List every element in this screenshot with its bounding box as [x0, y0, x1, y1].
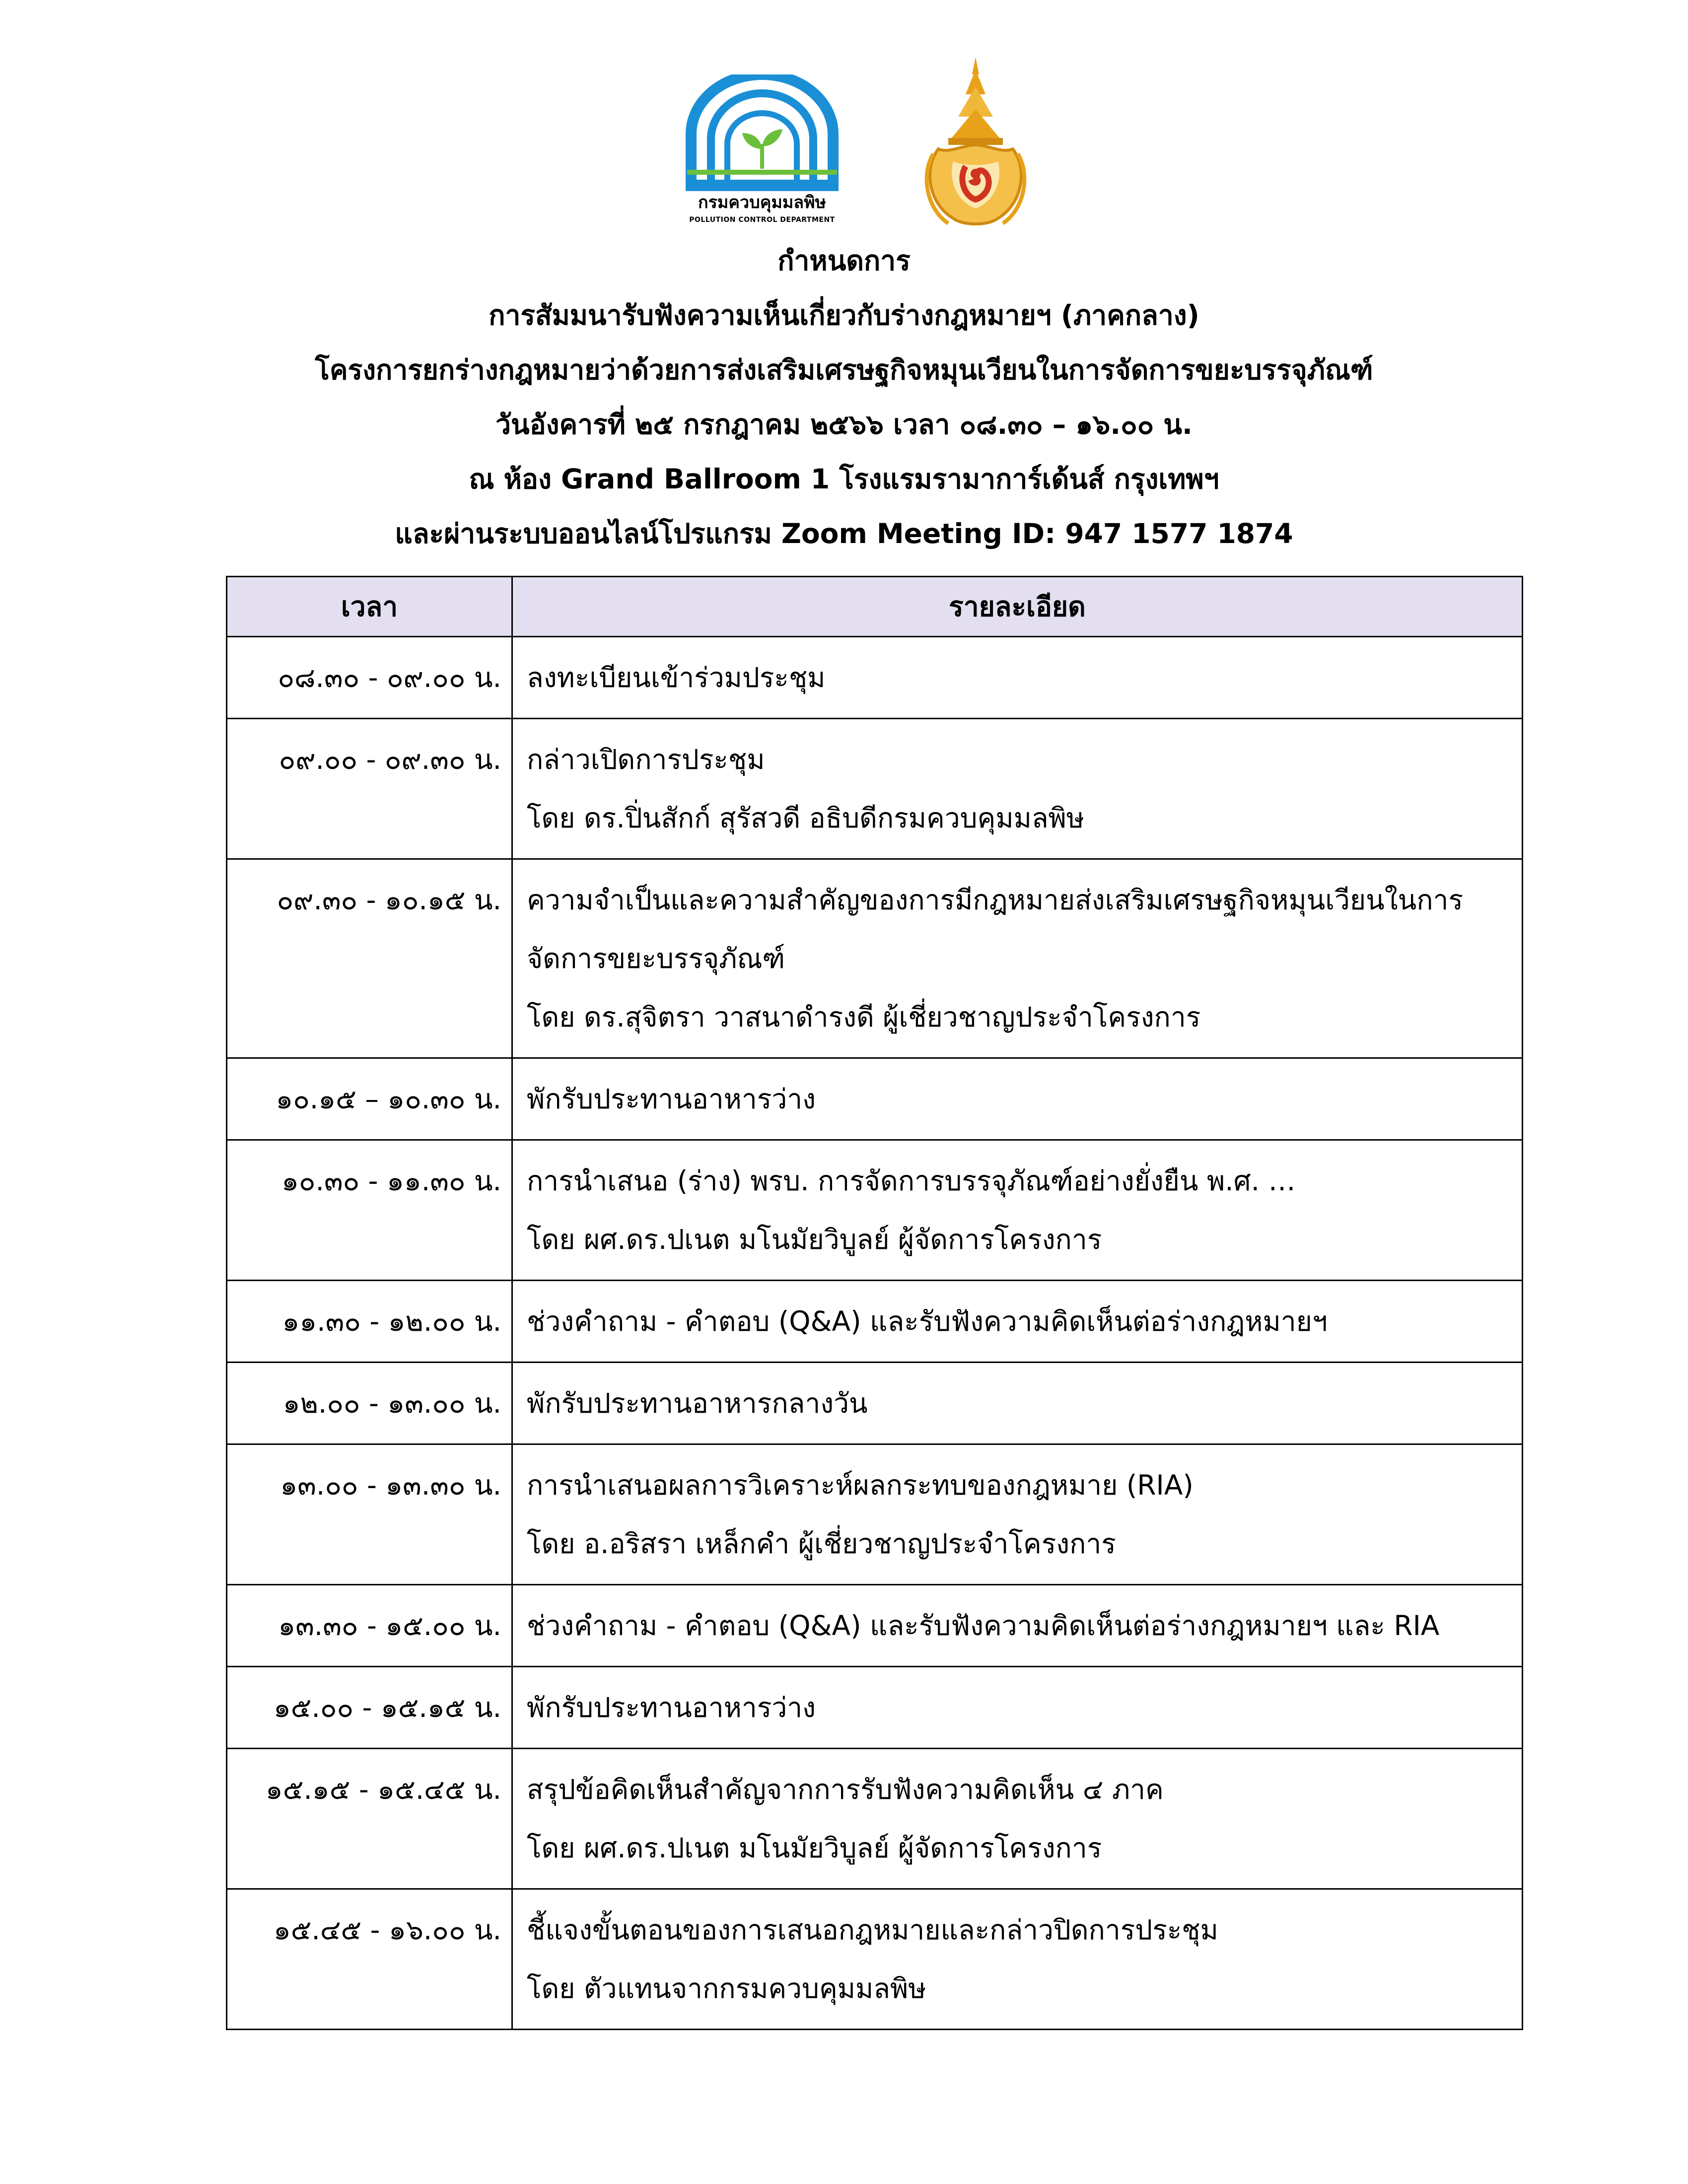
table-row — [227, 1140, 1523, 1281]
row-detail — [512, 1363, 1523, 1444]
row-time: ๑๓.๓๐ - ๑๕.๐๐ น. — [227, 1585, 512, 1667]
row-detail — [512, 1444, 1523, 1585]
table-row — [227, 719, 1523, 859]
detail-line: การนำเสนอผลการวิเคราะห์ผลกระทบของกฎหมาย (RIA) — [527, 1469, 1194, 1501]
row-time: ๑๐.๑๕ – ๑๐.๓๐ น. — [227, 1058, 512, 1140]
row-detail — [512, 1140, 1523, 1281]
row-detail — [512, 719, 1523, 859]
row-detail — [512, 1749, 1523, 1889]
detail-line: ความจำเป็นและความสำคัญของการมีกฎหมายส่งเสริมเศรษฐกิจหมุนเวียนในการจัดการขยะบรรจุภัณฑ์ — [527, 884, 1463, 974]
table-row — [227, 1058, 1523, 1140]
row-time: ๑๕.๔๕ - ๑๖.๐๐ น. — [227, 1889, 512, 2030]
row-time: ๑๓.๐๐ - ๑๓.๓๐ น. — [227, 1444, 512, 1585]
table-row — [227, 637, 1523, 719]
schedule-table — [226, 576, 1523, 2030]
row-time: ๐๙.๐๐ - ๐๙.๓๐ น. — [227, 719, 512, 859]
column-header-time: เวลา — [227, 577, 512, 637]
online-meeting-info: และผ่านระบบออนไลน์โปรแกรม Zoom Meeting ID: 947 1577 1874 — [395, 518, 1293, 549]
table-row — [227, 1749, 1523, 1889]
detail-line: ช่วงคำถาม - คำตอบ (Q&A) และรับฟังความคิดเห็นต่อร่างกฎหมายฯ — [527, 1305, 1328, 1337]
emblem-logo — [918, 55, 1033, 233]
row-time: ๑๕.๐๐ - ๑๕.๑๕ น. — [227, 1667, 512, 1749]
detail-line: พักรับประทานอาหารว่าง — [527, 1083, 816, 1115]
row-time: ๑๒.๐๐ - ๑๓.๐๐ น. — [227, 1363, 512, 1444]
pcd-logo-name-th: กรมควบคุมมลพิษ — [698, 193, 826, 212]
table-row — [227, 1363, 1523, 1444]
row-time: ๑๐.๓๐ - ๑๑.๓๐ น. — [227, 1140, 512, 1281]
pcd-logo — [680, 74, 844, 233]
table-header-row — [227, 577, 1523, 637]
detail-speaker: โดย ดร.สุจิตรา วาสนาดำรงดี ผู้เชี่ยวชาญประจำโครงการ — [527, 1001, 1201, 1033]
row-detail — [512, 1281, 1523, 1363]
row-detail — [512, 1889, 1523, 2030]
detail-speaker: โดย อ.อริสรา เหล็กคำ ผู้เชี่ยวชาญประจำโครงการ — [527, 1528, 1116, 1560]
royal-emblem-icon — [918, 55, 1033, 233]
detail-line: สรุปข้อคิดเห็นสำคัญจากการรับฟังความคิดเห็น ๔ ภาค — [527, 1774, 1164, 1805]
detail-line: พักรับประทานอาหารว่าง — [527, 1692, 816, 1723]
project-title: โครงการยกร่างกฎหมายว่าด้วยการส่งเสริมเศรษฐกิจหมุนเวียนในการจัดการขยะบรรจุภัณฑ์ — [315, 354, 1373, 386]
logo-bar — [0, 55, 1688, 233]
detail-speaker: โดย ดร.ปิ่นสักก์ สุรัสวดี อธิบดีกรมควบคุมมลพิษ — [527, 802, 1085, 834]
table-row — [227, 1444, 1523, 1585]
seminar-title: การสัมมนารับฟังความเห็นเกี่ยวกับร่างกฎหมายฯ (ภาคกลาง) — [489, 299, 1199, 331]
event-venue: ณ ห้อง Grand Ballroom 1 โรงแรมรามาการ์เด้นส์ กรุงเทพฯ — [469, 463, 1219, 495]
row-detail — [512, 1667, 1523, 1749]
detail-line: ช่วงคำถาม - คำตอบ (Q&A) และรับฟังความคิดเห็นต่อร่างกฎหมายฯ และ RIA — [527, 1610, 1440, 1641]
detail-line: พักรับประทานอาหารกลางวัน — [527, 1387, 868, 1419]
document-header — [149, 233, 1539, 561]
row-time: ๐๘.๓๐ - ๐๙.๐๐ น. — [227, 637, 512, 719]
row-detail — [512, 1058, 1523, 1140]
page-title: กำหนดการ — [777, 245, 911, 276]
row-time: ๑๕.๑๕ - ๑๕.๔๕ น. — [227, 1749, 512, 1889]
row-detail — [512, 859, 1523, 1058]
table-row — [227, 1667, 1523, 1749]
detail-line: ลงทะเบียนเข้าร่วมประชุม — [527, 662, 826, 693]
event-date: วันอังคารที่ ๒๕ กรกฎาคม ๒๕๖๖ เวลา ๐๘.๓๐ – ๑๖.๐๐ น. — [495, 409, 1193, 440]
pcd-logo-name-en: POLLUTION CONTROL DEPARTMENT — [689, 216, 835, 224]
table-row — [227, 1889, 1523, 2030]
detail-line: กล่าวเปิดการประชุม — [527, 744, 765, 775]
row-time: ๑๑.๓๐ - ๑๒.๐๐ น. — [227, 1281, 512, 1363]
row-time: ๐๙.๓๐ - ๑๐.๑๕ น. — [227, 859, 512, 1058]
row-detail — [512, 1585, 1523, 1667]
detail-speaker: โดย ผศ.ดร.ปเนต มโนมัยวิบูลย์ ผู้จัดการโครงการ — [527, 1224, 1102, 1255]
detail-speaker: โดย ตัวแทนจากกรมควบคุมมลพิษ — [527, 1973, 926, 2004]
detail-line: การนำเสนอ (ร่าง) พรบ. การจัดการบรรจุภัณฑ์อย่างยั่งยืน พ.ศ. … — [527, 1165, 1296, 1197]
table-row — [227, 859, 1523, 1058]
detail-line: ชี้แจงขั้นตอนของการเสนอกฎหมายและกล่าวปิดการประชุม — [527, 1914, 1218, 1946]
table-row — [227, 1281, 1523, 1363]
column-header-detail: รายละเอียด — [512, 577, 1523, 637]
table-row — [227, 1585, 1523, 1667]
row-detail — [512, 637, 1523, 719]
pcd-arch-icon — [680, 74, 844, 191]
detail-speaker: โดย ผศ.ดร.ปเนต มโนมัยวิบูลย์ ผู้จัดการโครงการ — [527, 1832, 1102, 1864]
